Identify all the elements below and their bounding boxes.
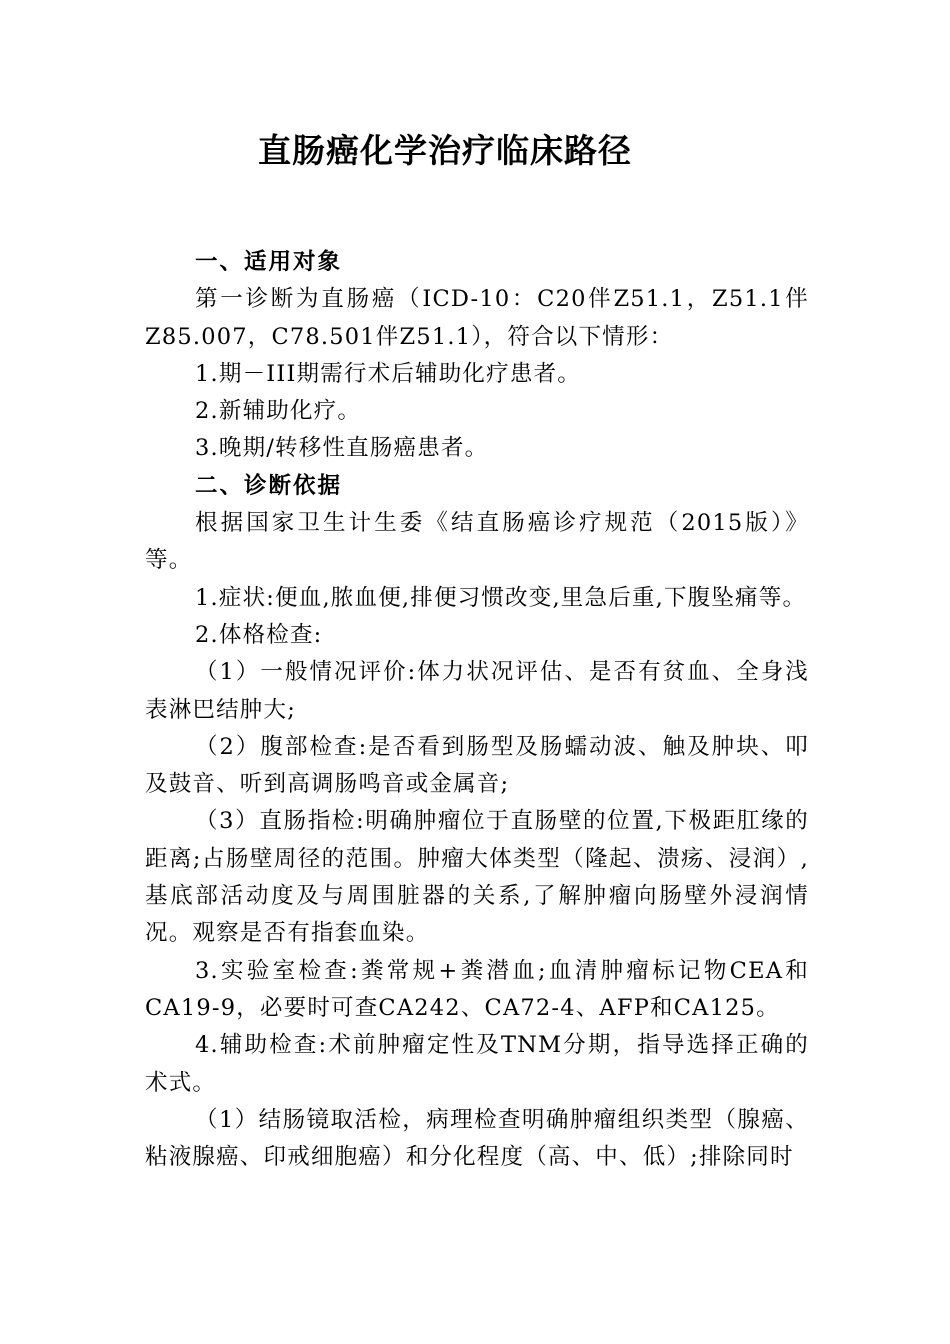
paragraph-general-evaluation: （1）一般情况评价:体力状况评估、是否有贫血、全身浅表淋巴结肿大; [145,659,809,723]
paragraph-case-1: 1.期－III期需行术后辅助化疗患者。 [195,360,581,387]
paragraph-physical-exam: 2.体格检查: [195,621,323,648]
paragraph-symptoms: 1.症状:便血,脓血便,排便习惯改变,里急后重,下腹坠痛等。 [195,584,807,611]
paragraph-case-2: 2.新辅助化疗。 [195,398,362,425]
paragraph-guideline-reference: 根据国家卫生计生委《结直肠癌诊疗规范（2015版）》等。 [145,510,809,574]
document-title: 直肠癌化学治疗临床路径 [258,131,632,170]
section-heading-applicable-objects: 一、适用对象 [195,249,343,275]
section-heading-diagnosis-basis: 二、诊断依据 [195,472,343,499]
paragraph-case-3: 3.晚期/转移性直肠癌患者。 [195,435,489,462]
paragraph-first-diagnosis: 第一诊断为直肠癌（ICD-10：C20伴Z51.1，Z51.1伴Z85.007，C78.501伴Z51.1），符合以下情形： [145,286,809,350]
document-body [145,244,809,1176]
paragraph-auxiliary-exam: 4.辅助检查:术前肿瘤定性及TNM分期，指导选择正确的术式。 [145,1032,809,1096]
paragraph-rectal-exam: （3）直肠指检:明确肿瘤位于直肠壁的位置,下极距肛缘的距离;占肠壁周径的范围。肿瘤大体类型（隆起、溃疡、浸润）,基底部活动度及与周围脏器的关系,了解肿瘤向肠壁外浸润情况。观察是否有指套血染。 [145,808,809,947]
paragraph-lab-tests: 3.实验室检查:粪常规+粪潜血;血清肿瘤标记物CEA和CA19-9，必要时可查CA242、CA72-4、AFP和CA125。 [145,957,809,1021]
paragraph-colonoscopy-biopsy: （1）结肠镜取活检，病理检查明确肿瘤组织类型（腺癌、粘液腺癌、印戒细胞癌）和分化程度（高、中、低）;排除同时 [145,1106,809,1171]
paragraph-abdominal-exam: （2）腹部检查:是否看到肠型及肠蠕动波、触及肿块、叩及鼓音、听到高调肠鸣音或金属音; [145,733,809,798]
